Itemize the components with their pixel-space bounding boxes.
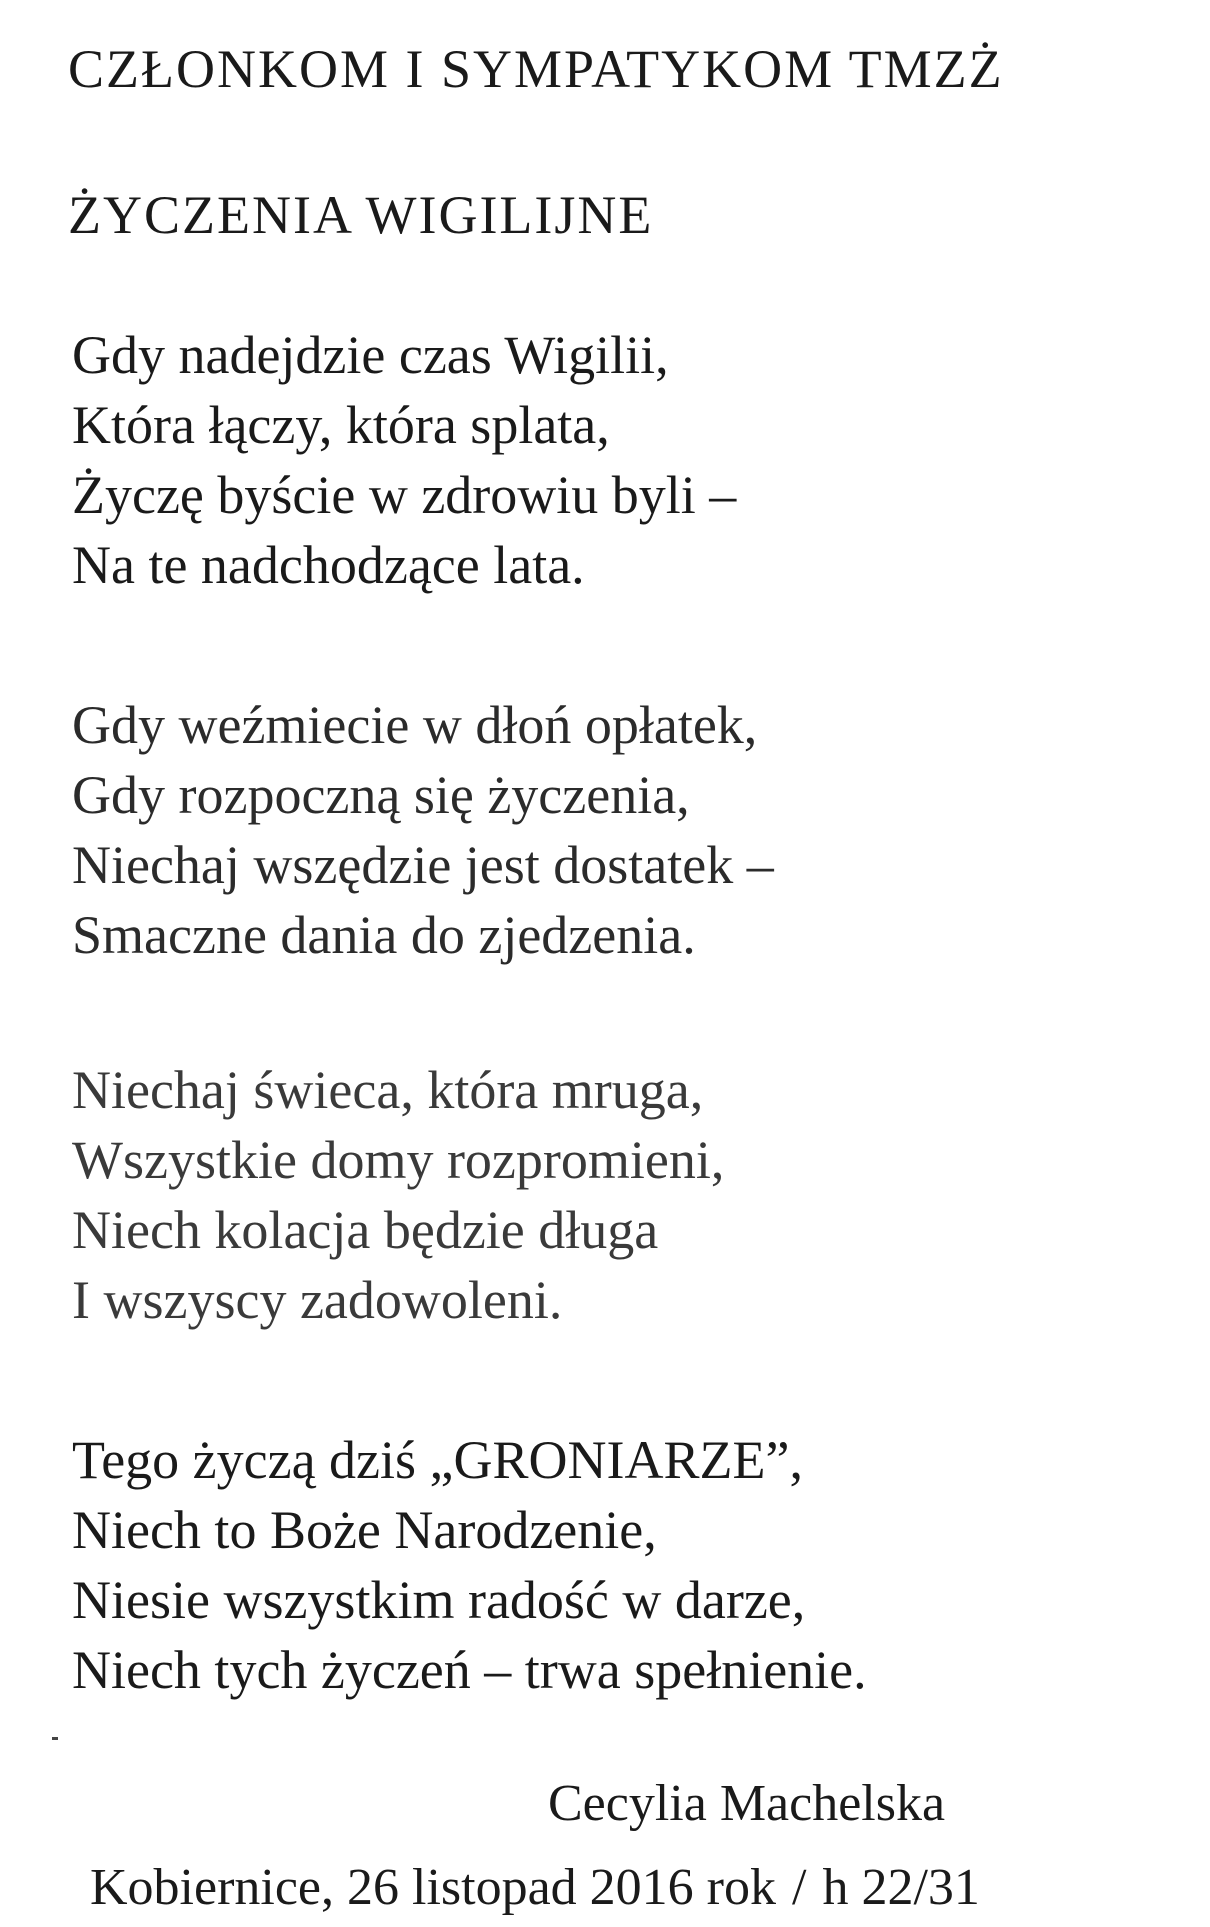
stanza-2 [72, 690, 774, 970]
stanza-4 [72, 1425, 867, 1705]
poem-line: Niech tych życzeń – trwa spełnienie. [72, 1640, 867, 1700]
poem-line: Gdy nadejdzie czas Wigilii, [72, 325, 669, 385]
poem-line: Gdy rozpoczną się życzenia, [72, 765, 690, 825]
poem-line: Wszystkie domy rozpromieni, [72, 1130, 725, 1190]
poem-line: Na te nadchodzące lata. [72, 535, 585, 595]
poem-line: Życzę byście w zdrowiu byli – [72, 465, 737, 525]
poem-line: Niesie wszystkim radość w darze, [72, 1570, 806, 1630]
scan-speck [52, 1737, 58, 1740]
reference-number: h 22/31 [822, 1859, 980, 1916]
poem-line: Tego życzą dziś „GRONIARZE”, [72, 1430, 803, 1490]
poem-title: ŻYCZENIA WIGILIJNE [68, 185, 654, 245]
place-date: Kobiernice, 26 listopad 2016 rok [90, 1859, 776, 1916]
footer-line [90, 1859, 980, 1916]
author-signature: Cecylia Machelska [548, 1775, 946, 1832]
poem-line: Niech to Boże Narodzenie, [72, 1500, 657, 1560]
poem-line: Gdy weźmiecie w dłoń opłatek, [72, 695, 758, 755]
poem-line: I wszyscy zadowoleni. [72, 1270, 563, 1330]
footer-separator: / [791, 1859, 807, 1916]
poem-line: Smaczne dania do zjedzenia. [72, 905, 696, 965]
poem-line: Niechaj wszędzie jest dostatek – [72, 835, 774, 895]
poem-line: Niechaj świeca, która mruga, [72, 1060, 704, 1120]
poem-line: Która łączy, która splata, [72, 395, 610, 455]
stanza-3 [72, 1055, 724, 1335]
stanza-1 [72, 320, 736, 600]
poem-line: Niech kolacja będzie długa [72, 1200, 659, 1260]
document-heading: CZŁONKOM I SYMPATYKOM TMZŻ [68, 39, 1004, 99]
